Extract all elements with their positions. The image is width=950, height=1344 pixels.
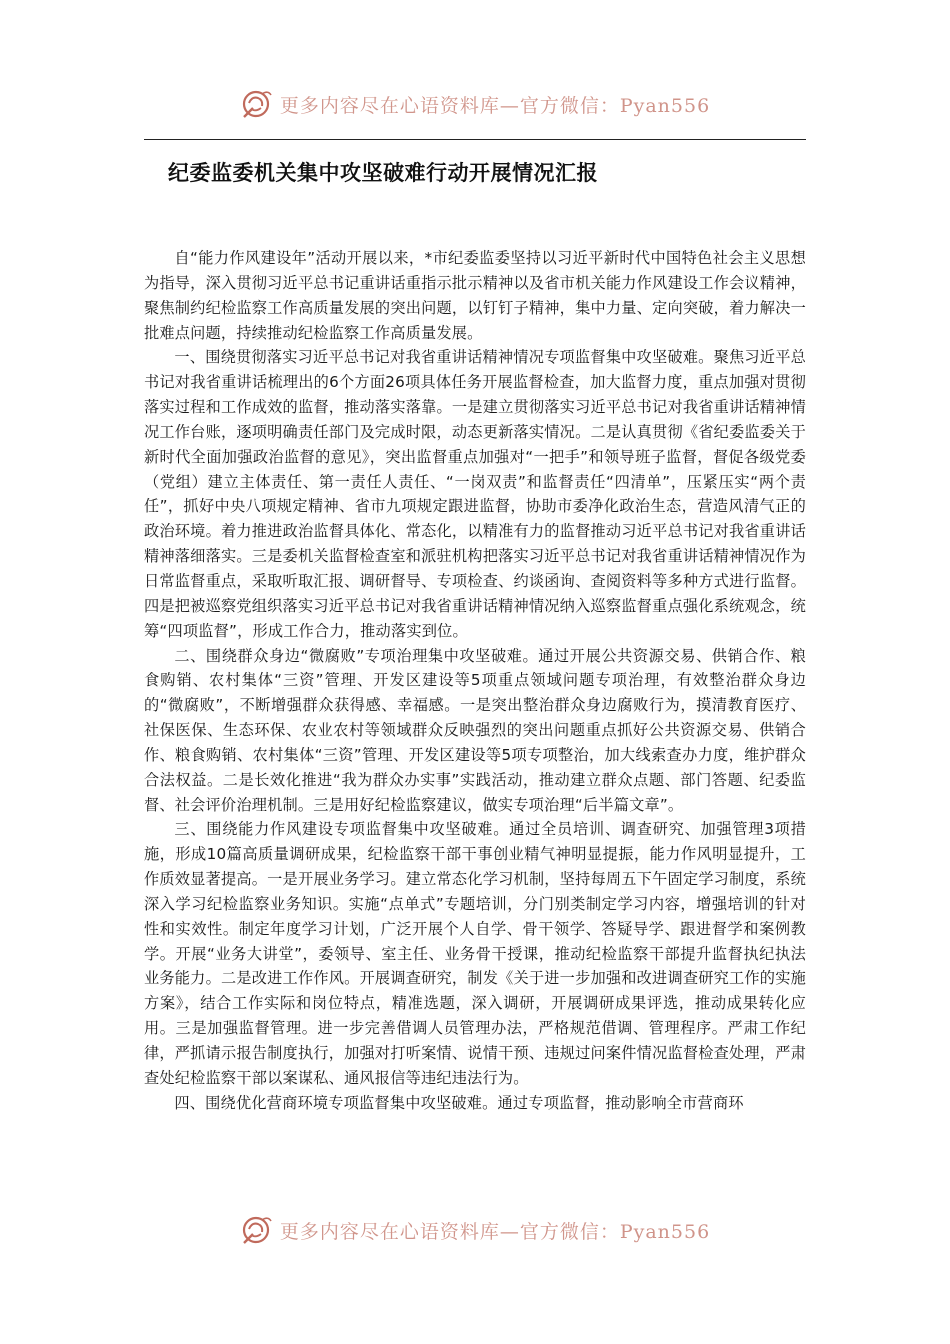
header-divider — [144, 139, 806, 140]
footer-watermark-banner — [0, 1210, 950, 1250]
header-watermark-text: 更多内容尽在心语资料库—官方微信：Pyan556 — [279, 94, 711, 117]
paragraph-section-3: 三、围绕能力作风建设专项监督集中攻坚破难。通过全员培训、调查研究、加强管理3项措施，形成10篇高质量调研成果，纪检监察干部干事创业精气神明显提振，能力作风明显提升，工作质效显著提高。一是开展业务学习。建立常态化学习机制，坚持每周五下午固定学习制度，系统深入学习纪检监察业务知识。实施“点单式”专题培训，分门别类制定学习内容，增强培训的针对性和实效性。制定年度学习计划，广泛开展个人自学、骨干领学、答疑导学、跟进督学和案例教学。开展“业务大讲堂”，委领导、室主任、业务骨干授课，推动纪检监察干部提升监督执纪执法业务能力。二是改进工作作风。开展调查研究，制发《关于进一步加强和改进调查研究工作的实施方案》，结合工作实际和岗位特点，精准选题，深入调研，开展调研成果评选，推动成果转化应用。三是加强监督管理。进一步完善借调人员管理办法，严格规范借调、管理程序。严肃工作纪律，严抓请示报告制度执行，加强对打听案情、说情干预、违规过问案件情况监督检查处理，严肃查处纪检监察干部以案谋私、通风报信等违纪违法行为。 — [144, 820, 806, 1087]
paragraph-section-1: 一、围绕贯彻落实习近平总书记对我省重讲话精神情况专项监督集中攻坚破难。聚焦习近平总书记对我省重讲话梳理出的6个方面26项具体任务开展监督检查，加大监督力度，重点加强对贯彻落实过程和工作成效的监督，推动落实落靠。一是建立贯彻落实习近平总书记对我省重讲话精神情况工作台账，逐项明确责任部门及完成时限，动态更新落实情况。二是认真贯彻《省纪委监委关于新时代全面加强政治监督的意见》，突出监督重点加强对“一把手”和领导班子监督，督促各级党委（党组）建立主体责任、第一责任人责任、“一岗双责”和监督责任“四清单”，压紧压实“两个责任”，抓好中央八项规定精神、省市九项规定跟进监督，协助市委净化政治生态，营造风清气正的政治环境。着力推进政治监督具体化、常态化，以精准有力的监督推动习近平总书记对我省重讲话精神落细落实。三是委机关监督检查室和派驻机构把落实习近平总书记对我省重讲话精神情况作为日常监督重点，采取听取汇报、调研督导、专项检查、约谈函询、查阅资料等多种方式进行监督。四是把被巡察党组织落实习近平总书记对我省重讲话精神情况纳入巡察监督重点强化系统观念，统筹“四项监督”，形成工作合力，推动落实到位。 — [144, 348, 806, 640]
paragraph-section-2: 二、围绕群众身边“微腐败”专项治理集中攻坚破难。通过开展公共资源交易、供销合作、粮食购销、农村集体“三资”管理、开发区建设等5项重点领域问题专项治理，有效整治群众身边的“微腐败”，不断增强群众获得感、幸福感。一是突出整治群众身边腐败行为，摸清教育医疗、社保医保、生态环保、农业农村等领域群众反映强烈的突出问题重点抓好公共资源交易、供销合作、粮食购销、农村集体“三资”管理、开发区建设等5项专项整治，加大线索查办力度，维护群众合法权益。二是长效化推进“我为群众办实事”实践活动，推动建立群众点题、部门答题、纪委监督、社会评价治理机制。三是用好纪检监察建议，做实专项治理“后半篇文章”。 — [144, 646, 806, 814]
paragraph-section-4: 四、围绕优化营商环境专项监督集中攻坚破难。通过专项监督，推动影响全市营商环 — [174, 1093, 744, 1112]
paragraph-intro: 自“能力作风建设年”活动开展以来，*市纪委监委坚持以习近平新时代中国特色社会主义思想为指导，深入贯彻习近平总书记重讲话重指示批示精神以及省市机关能力作风建设工作会议精神，聚焦制约纪检监察工作高质量发展的突出问题，以钉钉子精神，集中力量、定向突破，着力解决一批难点问题，持续推动纪检监察工作高质量发展。 — [144, 249, 806, 342]
brain-logo-icon — [240, 1213, 274, 1247]
footer-watermark-text: 更多内容尽在心语资料库—官方微信：Pyan556 — [279, 1220, 711, 1243]
document-title: 纪委监委机关集中攻坚破难行动开展情况汇报 — [168, 161, 598, 185]
document-body — [144, 246, 806, 1116]
header-watermark-banner — [0, 84, 950, 124]
brain-logo-icon — [240, 87, 274, 121]
